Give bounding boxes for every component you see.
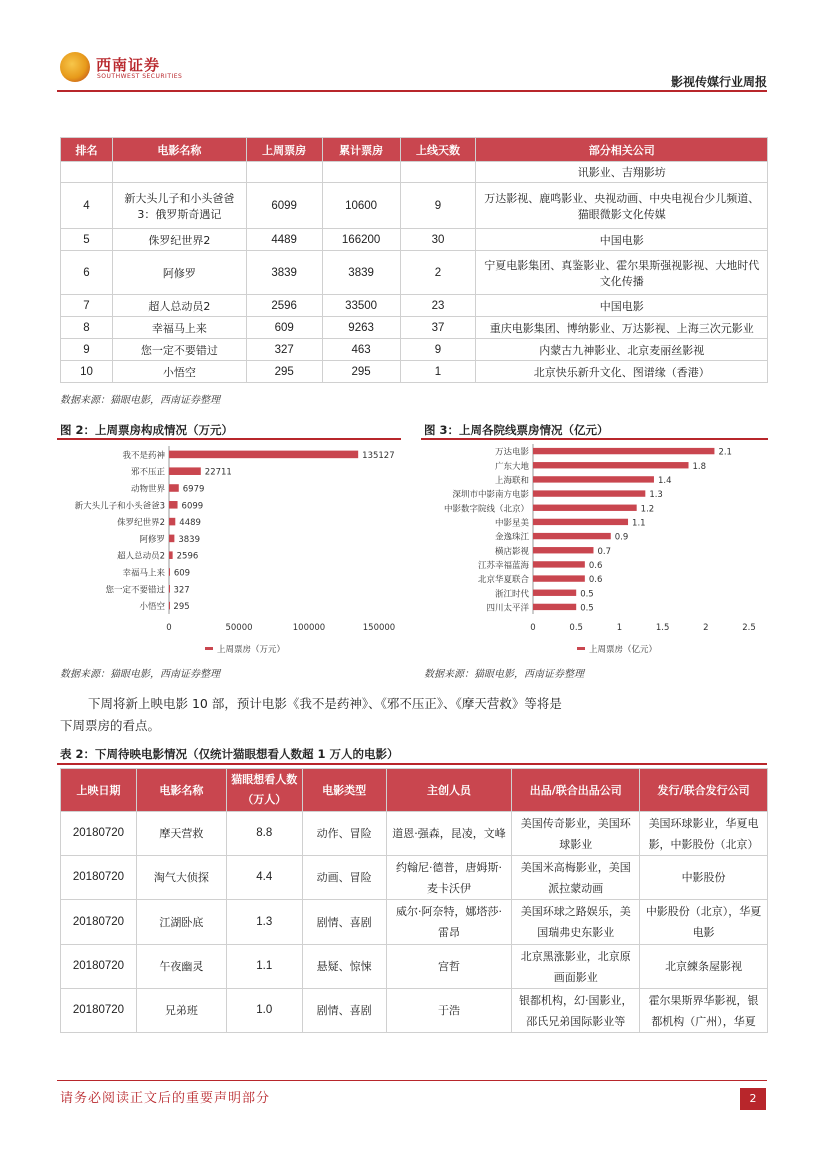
category-label: 金逸珠江 (494, 532, 529, 543)
data-label: 0.5 (580, 589, 594, 600)
data-label: 295 (173, 602, 190, 613)
movie-name-cell: 幸福马上来 (112, 317, 246, 339)
fig2-source: 数据来源：猫眼电影，西南证券整理 (60, 669, 220, 680)
distributor-cell: 美国环球影业，华夏电影，中影股份（北京） (640, 812, 768, 856)
total-box-cell: 463 (322, 339, 400, 361)
data-label: 1.1 (632, 518, 646, 529)
footer-divider (57, 1080, 767, 1081)
rank-cell: 8 (61, 317, 113, 339)
movie-name-cell: 小悟空 (112, 361, 246, 383)
movie-name-cell: 摩天营救 (136, 812, 226, 856)
category-label: 阿修罗 (139, 534, 165, 545)
chart-bar (533, 476, 654, 482)
chart-bar (533, 547, 593, 553)
data-label: 4489 (179, 518, 201, 529)
total-box-cell: 295 (322, 361, 400, 383)
header-cell: 部分相关公司 (476, 138, 768, 162)
table-row (61, 812, 768, 856)
chart-bar (533, 604, 576, 610)
chart-bar (533, 448, 714, 454)
companies-cell: 中国电影 (476, 229, 768, 251)
producer-cell: 银都机构，幻·国影业，邵氏兄弟国际影业等 (512, 989, 640, 1033)
data-label: 6979 (182, 484, 205, 495)
table-row (61, 317, 768, 339)
chart-bar (169, 585, 170, 593)
companies-cell: 万达影视、鹿鸣影业、央视动画、中央电视台少儿频道、猫眼微影文化传媒 (476, 183, 768, 229)
table-row (61, 339, 768, 361)
data-label: 1.2 (640, 504, 655, 515)
movie-name-cell: 兄弟班 (136, 989, 226, 1033)
legend-swatch (577, 647, 585, 650)
category-label: 深圳市中影南方电影 (452, 490, 529, 501)
table2-title-underline (57, 763, 767, 765)
producer-cell: 美国传奇影业，美国环球影业 (512, 812, 640, 856)
producer-cell: 北京黑涨影业，北京原画面影业 (512, 945, 640, 989)
header-cell: 排名 (61, 138, 113, 162)
release-date-cell: 20180720 (61, 812, 137, 856)
days-cell: 30 (400, 229, 476, 251)
want-to-see-cell: 1.1 (226, 945, 302, 989)
category-label: 江苏幸福蓝海 (477, 560, 529, 571)
footer-disclaimer: 请务必阅读正文后的重要声明部分 (60, 1091, 271, 1106)
movie-name-cell: 淘气大侦探 (136, 856, 226, 900)
data-label: 6099 (181, 501, 204, 512)
logo-subtext: SOUTHWEST SECURITIES (97, 73, 183, 80)
week-box-cell: 609 (246, 317, 322, 339)
chart-bar (169, 551, 173, 559)
days-cell: 2 (400, 251, 476, 295)
chart-bar (169, 602, 170, 610)
logo-icon (60, 52, 90, 82)
data-label: 0.6 (588, 560, 603, 571)
header-cell: 电影名称 (112, 138, 246, 162)
fig2-title-underline (57, 438, 401, 440)
chart-bar (169, 467, 201, 475)
chart-bar (169, 484, 179, 492)
total-box-cell: 10600 (322, 183, 400, 229)
category-label: 邪不压正 (130, 467, 165, 478)
chart-bar (533, 561, 585, 567)
table-row (61, 989, 768, 1033)
rank-cell: 6 (61, 251, 113, 295)
chart-bar (169, 518, 175, 526)
header-cell: 上映日期 (61, 769, 137, 812)
genre-cell: 动画、冒险 (302, 856, 386, 900)
data-label: 0.9 (614, 532, 629, 543)
x-tick-label: 1 (616, 623, 623, 633)
movie-name-cell: 午夜幽灵 (136, 945, 226, 989)
genre-cell: 剧情、喜剧 (302, 900, 386, 945)
rank-cell: 9 (61, 339, 113, 361)
days-cell: 37 (400, 317, 476, 339)
category-label: 四川太平洋 (486, 603, 529, 614)
companies-cell: 内蒙古九神影业、北京麦丽丝影视 (476, 339, 768, 361)
movie-name-cell: 阿修罗 (112, 251, 246, 295)
fig3-chart (421, 442, 768, 662)
paragraph-line-2: 下周票房的看点。 (60, 718, 161, 733)
crew-cell: 宫哲 (386, 945, 512, 989)
table-header-row (61, 138, 768, 162)
category-label: 您一定不要错过 (105, 585, 165, 596)
week-box-cell: 2596 (246, 295, 322, 317)
table-row (61, 900, 768, 945)
total-box-cell: 33500 (322, 295, 400, 317)
week-box-cell: 6099 (246, 183, 322, 229)
fig2-title: 图 2：上周票房构成情况（万元） (60, 423, 234, 437)
chart-bar (169, 501, 178, 509)
movie-name-cell: 侏罗纪世界2 (112, 229, 246, 251)
data-label: 22711 (204, 467, 232, 478)
companies-cell: 讯影业、吉翔影坊 (476, 162, 768, 183)
chart-bar (533, 575, 585, 581)
x-tick-label: 150000 (362, 623, 396, 633)
data-label: 1.3 (649, 490, 663, 501)
crew-cell: 于浩 (386, 989, 512, 1033)
release-date-cell: 20180720 (61, 945, 137, 989)
crew-cell: 道恩·强森，昆凌，文峰 (386, 812, 512, 856)
category-label: 幸福马上来 (122, 568, 165, 579)
table-row (61, 361, 768, 383)
category-label: 动物世界 (130, 484, 165, 495)
days-cell: 9 (400, 339, 476, 361)
category-label: 上海联和 (494, 475, 529, 486)
chart-bar (169, 451, 358, 459)
header-cell: 累计票房 (322, 138, 400, 162)
want-to-see-cell: 8.8 (226, 812, 302, 856)
x-tick-label: 2 (703, 623, 709, 633)
distributor-cell: 中影股份（北京），华夏电影 (640, 900, 768, 945)
category-label: 广东大地 (494, 461, 529, 472)
rank-cell: 7 (61, 295, 113, 317)
category-label: 横店影视 (494, 546, 529, 557)
paragraph-line-1: 下周将新上映电影 10 部，预计电影《我不是药神》、《邪不压正》、《摩天营救》等将是 (88, 696, 562, 711)
producer-cell: 美国米高梅影业，美国派拉蒙动画 (512, 856, 640, 900)
data-label: 0.5 (580, 603, 594, 614)
days-cell: 9 (400, 183, 476, 229)
header-cell: 上周票房 (246, 138, 322, 162)
genre-cell: 剧情、喜剧 (302, 989, 386, 1033)
chart-bar (533, 533, 611, 539)
category-label: 侏罗纪世界2 (117, 518, 165, 529)
total-box-cell: 166200 (322, 229, 400, 251)
header-divider (57, 90, 767, 92)
data-label: 135127 (362, 450, 395, 461)
table2-title: 表 2：下周待映电影情况（仅统计猫眼想看人数超 1 万人的电影） (60, 747, 399, 761)
data-label: 327 (173, 585, 190, 596)
total-box-cell: 9263 (322, 317, 400, 339)
table-row (61, 251, 768, 295)
table-row (61, 295, 768, 317)
header-cell: 电影名称 (136, 769, 226, 812)
genre-cell: 动作、冒险 (302, 812, 386, 856)
data-label: 0.6 (588, 575, 603, 586)
rank-cell: 5 (61, 229, 113, 251)
category-label: 小悟空 (139, 602, 165, 613)
data-label: 1.4 (657, 475, 672, 486)
movie-name-cell: 新大头儿子和小头爸爸3：俄罗斯奇遇记 (112, 183, 246, 229)
table-row (61, 945, 768, 989)
header-cell: 出品/联合出品公司 (512, 769, 640, 812)
fig3-title: 图 3：上周各院线票房情况（亿元） (424, 423, 609, 437)
category-label: 万达电影 (494, 447, 529, 458)
header-cell: 发行/联合发行公司 (640, 769, 768, 812)
movie-name-cell: 您一定不要错过 (112, 339, 246, 361)
logo-text: 西南证券 (96, 56, 161, 74)
week-box-cell: 4489 (246, 229, 322, 251)
total-box-cell: 3839 (322, 251, 400, 295)
want-to-see-cell: 1.0 (226, 989, 302, 1033)
crew-cell: 威尔·阿奈特，娜塔莎·雷昂 (386, 900, 512, 945)
data-label: 1.8 (692, 461, 707, 472)
days-cell: 1 (400, 361, 476, 383)
header-cell: 上线天数 (400, 138, 476, 162)
upcoming-movies-table (60, 768, 768, 1033)
producer-cell: 美国环球之路娱乐，美国瑞弗史东影业 (512, 900, 640, 945)
report-title: 影视传媒行业周报 (670, 75, 767, 89)
distributor-cell: 北京練条屋影视 (640, 945, 768, 989)
header-cell: 电影类型 (302, 769, 386, 812)
rank-cell: 10 (61, 361, 113, 383)
want-to-see-cell: 1.3 (226, 900, 302, 945)
week-box-cell: 327 (246, 339, 322, 361)
crew-cell: 约翰尼·德普，唐姆斯·麦卡沃伊 (386, 856, 512, 900)
companies-cell: 北京快乐新升文化、图谱缘（香港） (476, 361, 768, 383)
legend-label: 上周票房（万元） (217, 645, 286, 655)
chart-bar (169, 568, 170, 576)
companies-cell: 重庆电影集团、博纳影业、万达影视、上海三次元影业 (476, 317, 768, 339)
release-date-cell: 20180720 (61, 856, 137, 900)
rank-cell: 4 (61, 183, 113, 229)
data-label: 2.1 (718, 447, 732, 458)
companies-cell: 宁夏电影集团、真鉴影业、霍尔果斯强视影视、大地时代文化传播 (476, 251, 768, 295)
category-label: 中影星美 (494, 518, 529, 529)
x-tick-label: 50000 (225, 623, 253, 633)
category-label: 浙江时代 (494, 589, 529, 600)
fig3-title-underline (421, 438, 768, 440)
chart-bar (533, 590, 576, 596)
page-number: 2 (740, 1088, 766, 1110)
data-label: 2596 (176, 551, 199, 562)
category-label: 超人总动员2 (117, 551, 165, 562)
fig2-chart (57, 442, 401, 662)
category-label: 中影数字院线（北京） (443, 504, 529, 515)
data-label: 3839 (178, 534, 201, 545)
distributor-cell: 中影股份 (640, 856, 768, 900)
chart-bar (533, 490, 645, 496)
distributor-cell: 霍尔果斯界华影视，银都机构（广州），华夏 (640, 989, 768, 1033)
x-tick-label: 1.5 (655, 623, 670, 633)
chart-bar (533, 505, 637, 511)
box-office-table (60, 137, 768, 383)
movie-name-cell: 超人总动员2 (112, 295, 246, 317)
want-to-see-cell: 4.4 (226, 856, 302, 900)
release-date-cell: 20180720 (61, 989, 137, 1033)
category-label: 北京华夏联合 (477, 575, 529, 586)
x-tick-label: 2.5 (742, 623, 756, 633)
data-label: 0.7 (597, 546, 612, 557)
x-tick-label: 100000 (292, 623, 326, 633)
chart-bar (533, 462, 689, 468)
legend-label: 上周票房（亿元） (589, 645, 658, 655)
data-label: 609 (173, 568, 191, 579)
legend-swatch (205, 647, 213, 650)
x-tick-label: 0 (166, 623, 172, 633)
table-row (61, 183, 768, 229)
genre-cell: 悬疑、惊悚 (302, 945, 386, 989)
x-tick-label: 0.5 (569, 623, 583, 633)
movie-name-cell: 江湖卧底 (136, 900, 226, 945)
x-tick-label: 0 (530, 623, 536, 633)
header-cell: 主创人员 (386, 769, 512, 812)
table-row (61, 856, 768, 900)
table-row (61, 162, 768, 183)
category-label: 我不是药神 (122, 450, 165, 461)
companies-cell: 中国电影 (476, 295, 768, 317)
fig3-source: 数据来源：猫眼电影，西南证券整理 (424, 669, 584, 680)
table-row (61, 229, 768, 251)
table-header-row (61, 769, 768, 812)
category-label: 新大头儿子和小头爸爸3 (74, 501, 165, 512)
week-box-cell: 295 (246, 361, 322, 383)
header-cell: 猫眼想看人数（万人） (226, 769, 302, 812)
release-date-cell: 20180720 (61, 900, 137, 945)
days-cell: 23 (400, 295, 476, 317)
chart-bar (533, 519, 628, 525)
chart-bar (169, 535, 174, 543)
week-box-cell: 3839 (246, 251, 322, 295)
table1-source: 数据来源：猫眼电影，西南证券整理 (60, 395, 220, 406)
